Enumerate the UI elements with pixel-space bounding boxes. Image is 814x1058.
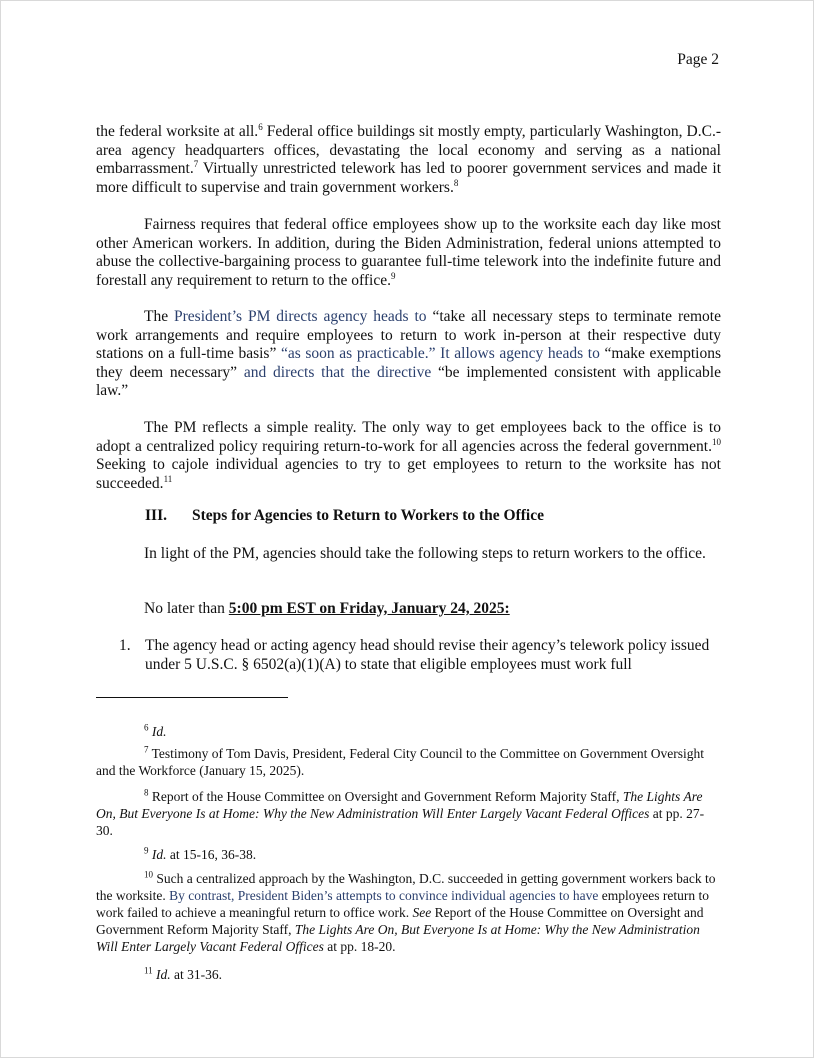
text: Fairness requires that federal office employees show up to the worksite each day like most other American workers. In addition, during the Biden Administration, federal unions attempted to abuse the collective-bargaining process to guarantee full-time telework into the indefinite future and forestall any requirement to return to the office.	[96, 216, 721, 289]
footnote-ref: 6	[258, 121, 263, 132]
paragraph-3	[96, 308, 721, 401]
paragraph-4	[96, 419, 721, 493]
text: Federal office buildings sit mostly empty, particularly Washington, D.C.-area agency headquarters offices, devastating the local economy and serving as a national embarrassment.	[96, 123, 721, 177]
list-number: 1.	[119, 637, 131, 654]
text: at pp. 18-20.	[323, 939, 396, 954]
section-title: Steps for Agencies to Return to Workers to the Office	[192, 507, 544, 524]
text: The	[144, 308, 175, 325]
text: The Lights Are On, But Everyone Is at Home: Why the New Administration Will Enter Largely Vacant Federal Offices	[96, 789, 703, 821]
text: Id.	[156, 967, 171, 982]
footnote-ref: 8	[453, 177, 459, 188]
text: Id.	[151, 724, 167, 739]
text: Such a centralized approach by the Washington, D.C. succeeded in getting government workers back to the worksite.	[96, 871, 716, 903]
footnote-10	[96, 870, 721, 955]
section-heading	[145, 507, 544, 525]
text: “be implemented consistent with applicable law.”	[96, 363, 721, 399]
footnote-divider	[96, 697, 288, 698]
text: No later than	[144, 600, 229, 617]
paragraph-5: In light of the PM, agencies should take the following steps to return workers to the office.	[144, 545, 706, 562]
footnote-ref: 7	[193, 158, 199, 169]
footnote-number: 6	[144, 722, 149, 733]
text: By contrast, President Biden’s attempts to convince individual agencies to have	[169, 888, 599, 903]
text: The PM reflects a simple reality. The only way to get employees back to the office is to adopt a centralized policy requiring return-to-work for all agencies across the federal government.	[96, 419, 721, 455]
text: “as soon as practicable.” It allows agency heads to	[280, 345, 605, 362]
text: Report of the House Committee on Oversight and Government Reform Majority Staff,	[96, 905, 704, 937]
text: President’s PM directs agency heads to	[174, 308, 433, 325]
text: Id.	[151, 847, 167, 862]
text: employees return to work failed to achieve a meaningful return to office work.	[96, 888, 709, 920]
text: Seeking to cajole individual agencies to try to get employees to return to the worksite has not succeeded.	[96, 456, 721, 492]
text: Testimony of Tom Davis, President, Federal City Council to the Committee on Government Oversight and the Workforce (January 15, 2025).	[96, 746, 705, 778]
footnote-ref: 11	[163, 473, 173, 484]
deadline-date: 5:00 pm EST on Friday, January 24, 2025:	[228, 600, 510, 617]
text: Virtually unrestricted telework has led to poorer government services and made it more difficult to supervise and train government workers.	[96, 160, 721, 196]
paragraph-2	[96, 216, 721, 290]
footnote-11	[96, 966, 721, 983]
text: Report of the House Committee on Oversight and Government Reform Majority Staff,	[148, 789, 623, 804]
list-item	[119, 637, 721, 674]
list-text: The agency head or acting agency head should revise their agency’s telework policy issued under 5 U.S.C. § 6502(a)(1)(A) to state that eligible employees must work full	[145, 637, 710, 673]
deadline-line	[96, 600, 721, 619]
text: “take all necessary steps to terminate remote work arrangements and require employees to return to work in-person at their respective duty stations on a full-time basis”	[96, 308, 721, 362]
footnote-number: 11	[144, 965, 153, 976]
footnote-number: 9	[144, 845, 149, 856]
text: at 15-16, 36-38.	[166, 847, 257, 862]
text: The Lights Are On, But Everyone Is at Home: Why the New Administration Will Enter Largely Vacant Federal Offices	[96, 922, 700, 954]
text: the federal worksite at all.	[96, 123, 259, 140]
text: “make exemptions they deem necessary”	[96, 345, 721, 381]
section-number: III.	[145, 507, 167, 524]
text: at 31-36.	[170, 967, 223, 982]
paragraph-1	[96, 123, 721, 197]
footnote-ref: 10	[712, 436, 721, 447]
page-number: Page 2	[677, 51, 719, 68]
footnote-8	[96, 788, 721, 839]
footnote-ref: 9	[390, 270, 396, 281]
footnote-6	[96, 723, 721, 740]
footnote-number: 8	[144, 787, 149, 798]
footnote-number: 7	[144, 744, 149, 755]
text: at pp. 27-30.	[96, 806, 705, 838]
text: See	[412, 905, 432, 920]
footnote-number: 10	[144, 869, 153, 880]
footnote-7	[96, 745, 721, 779]
text: and directs that the directive	[243, 363, 439, 381]
footnote-9	[96, 846, 721, 863]
